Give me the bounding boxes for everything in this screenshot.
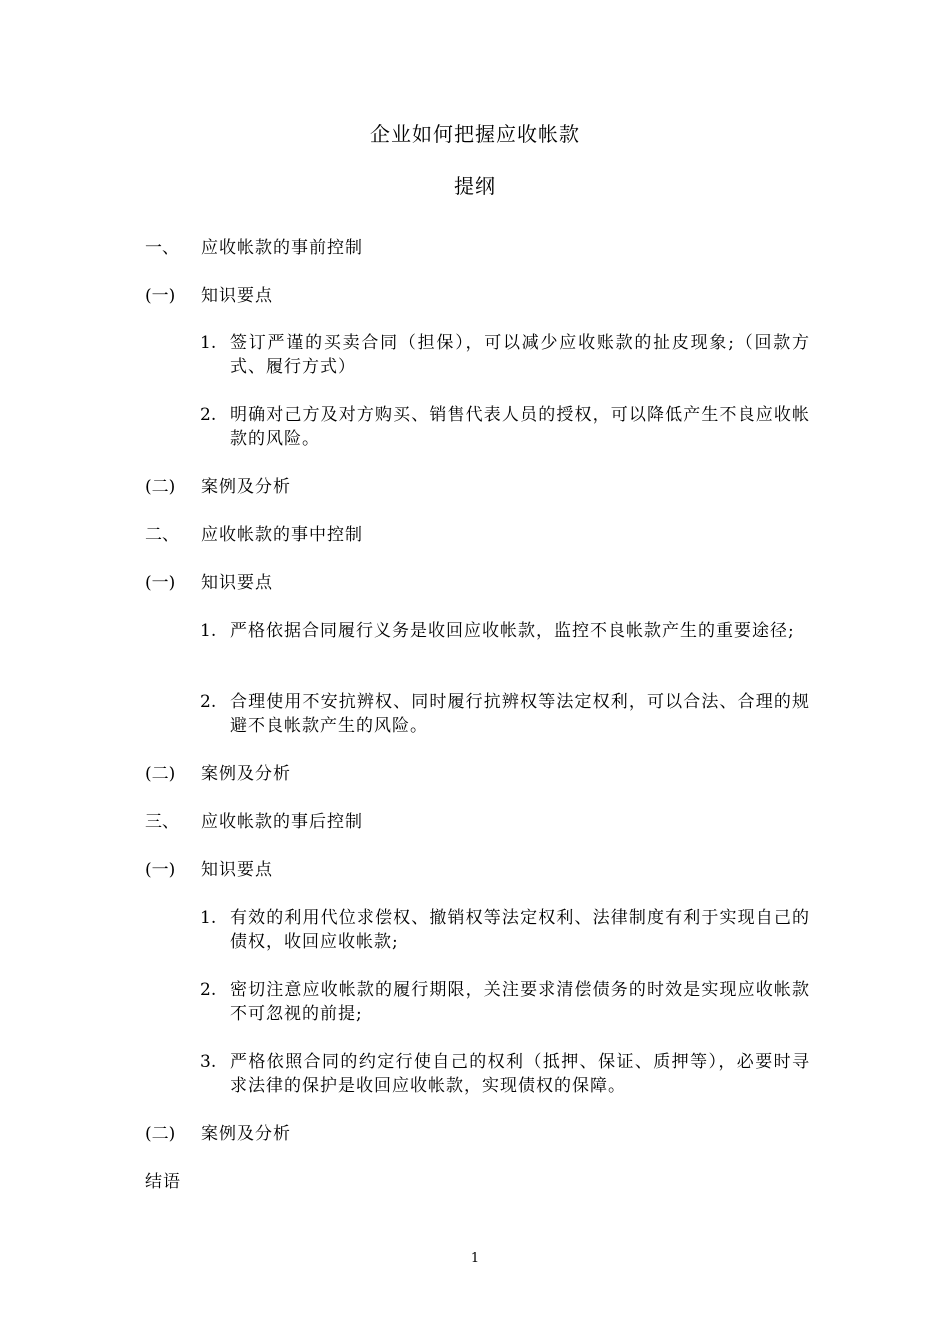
list-item-text: 严格依照合同的约定行使自己的权利（抵押、保证、质押等），必要时寻求法律的保护是收回应收帐款，实现债权的保障。 (230, 1052, 810, 1096)
closing-heading: 结语 (145, 1172, 181, 1192)
list-item (200, 403, 810, 451)
list-item (200, 331, 810, 379)
list-item (200, 1050, 810, 1098)
list-item-text: 合理使用不安抗辨权、同时履行抗辨权等法定权利，可以合法、合理的规避不良帐款产生的风险。 (230, 692, 810, 736)
section-title: 应收帐款的事前控制 (201, 238, 363, 258)
subsection-title: 知识要点 (201, 286, 273, 306)
list-item (200, 690, 810, 738)
list-item-number: 1. (200, 621, 217, 641)
list-item-text: 明确对己方及对方购买、销售代表人员的授权，可以降低产生不良应收帐款的风险。 (230, 405, 810, 449)
subsection-title: 案例及分析 (201, 764, 291, 784)
page-number: 1 (470, 1251, 480, 1266)
subsection-title: 知识要点 (201, 860, 273, 880)
section-title: 应收帐款的事后控制 (201, 812, 363, 832)
subsection-marker: (二) (145, 764, 176, 784)
section-marker: 一、 (145, 238, 179, 258)
list-item-text: 严格依据合同履行义务是收回应收帐款，监控不良帐款产生的重要途径; (230, 621, 795, 641)
subsection-marker: (二) (145, 1124, 176, 1144)
document-subtitle: 提纲 (454, 174, 496, 198)
subsection-title: 案例及分析 (201, 477, 291, 497)
list-item (200, 906, 810, 954)
section-marker: 三、 (145, 812, 179, 832)
section-marker: 二、 (145, 525, 179, 545)
list-item-number: 1. (200, 333, 217, 353)
list-item-number: 2. (200, 405, 217, 425)
subsection-title: 知识要点 (201, 573, 273, 593)
subsection-marker: (一) (145, 573, 176, 593)
document-title: 企业如何把握应收帐款 (370, 122, 580, 146)
subsection-marker: (二) (145, 477, 176, 497)
list-item-number: 1. (200, 908, 217, 928)
subsection-marker: (一) (145, 286, 176, 306)
list-item-text: 有效的利用代位求偿权、撤销权等法定权利、法律制度有利于实现自己的债权，收回应收帐款; (230, 908, 810, 952)
list-item-number: 3. (200, 1052, 217, 1072)
list-item-text: 签订严谨的买卖合同（担保），可以减少应收账款的扯皮现象;（回款方式、履行方式） (230, 333, 810, 377)
subsection-title: 案例及分析 (201, 1124, 291, 1144)
subsection-marker: (一) (145, 860, 176, 880)
list-item (200, 978, 810, 1026)
list-item-text: 密切注意应收帐款的履行期限，关注要求清偿债务的时效是实现应收帐款不可忽视的前提; (230, 980, 810, 1024)
section-title: 应收帐款的事中控制 (201, 525, 363, 545)
list-item-number: 2. (200, 980, 217, 1000)
list-item-number: 2. (200, 692, 217, 712)
list-item (200, 619, 810, 643)
